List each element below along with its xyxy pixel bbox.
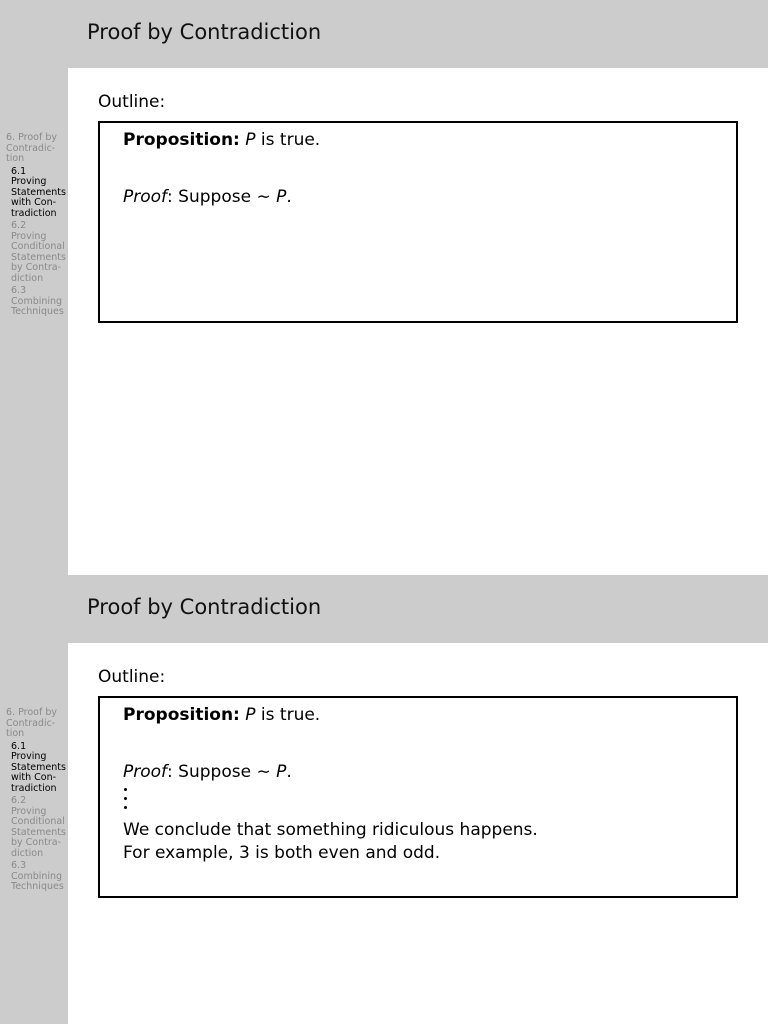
proof-line bbox=[123, 185, 292, 209]
proposition-text: is true. bbox=[255, 705, 321, 725]
section-navigation bbox=[0, 708, 68, 893]
slide-2 bbox=[0, 575, 768, 1024]
nav-subsection-6-2[interactable]: 6.2 Proving Conditional Statements by Contra- diction bbox=[11, 795, 66, 859]
proof-label: Proof bbox=[123, 187, 168, 207]
proof-label: Proof bbox=[123, 762, 168, 782]
frame-title: Proof by Contradiction bbox=[87, 20, 322, 44]
proof-line bbox=[123, 760, 292, 784]
proof-outline-box bbox=[98, 696, 738, 898]
proof-colon: : bbox=[167, 187, 173, 207]
outline-label: Outline: bbox=[98, 667, 166, 687]
nav-subsection-6-2[interactable]: 6.2 Proving Conditional Statements by Contra- diction bbox=[11, 220, 66, 284]
conclusion-text bbox=[123, 819, 538, 865]
proposition-label: Proposition: bbox=[123, 130, 240, 150]
frame-title: Proof by Contradiction bbox=[87, 595, 322, 619]
proof-text: Suppose ∼ bbox=[172, 762, 277, 782]
nav-subsection-6-1[interactable]: 6.1 Proving Statements with Con- tradiction bbox=[11, 740, 66, 794]
nav-subsection-6-3[interactable]: 6.3 Combining Techniques bbox=[11, 285, 64, 317]
outline-label: Outline: bbox=[98, 92, 166, 112]
vertical-ellipsis bbox=[123, 788, 131, 816]
nav-section-6[interactable]: 6. Proof by Contradic- tion bbox=[6, 707, 57, 739]
proof-end: . bbox=[286, 187, 292, 207]
nav-subsection-6-1[interactable]: 6.1 Proving Statements with Con- tradiction bbox=[11, 165, 66, 219]
proposition-text: is true. bbox=[255, 130, 321, 150]
proposition-line bbox=[123, 703, 320, 727]
proposition-variable: P bbox=[245, 705, 256, 725]
section-navigation bbox=[0, 133, 68, 318]
conclusion-line: We conclude that something ridiculous happens. bbox=[123, 820, 538, 840]
proof-variable: P bbox=[276, 762, 287, 782]
proof-text: Suppose ∼ bbox=[172, 187, 277, 207]
proposition-line bbox=[123, 128, 320, 152]
proof-colon: : bbox=[167, 762, 173, 782]
nav-subsection-6-3[interactable]: 6.3 Combining Techniques bbox=[11, 860, 64, 892]
proof-variable: P bbox=[276, 187, 287, 207]
proof-end: . bbox=[286, 762, 292, 782]
proposition-variable: P bbox=[245, 130, 256, 150]
conclusion-line: For example, 3 is both even and odd. bbox=[123, 843, 441, 863]
proposition-label: Proposition: bbox=[123, 705, 240, 725]
proof-outline-box bbox=[98, 121, 738, 323]
nav-section-6[interactable]: 6. Proof by Contradic- tion bbox=[6, 132, 57, 164]
